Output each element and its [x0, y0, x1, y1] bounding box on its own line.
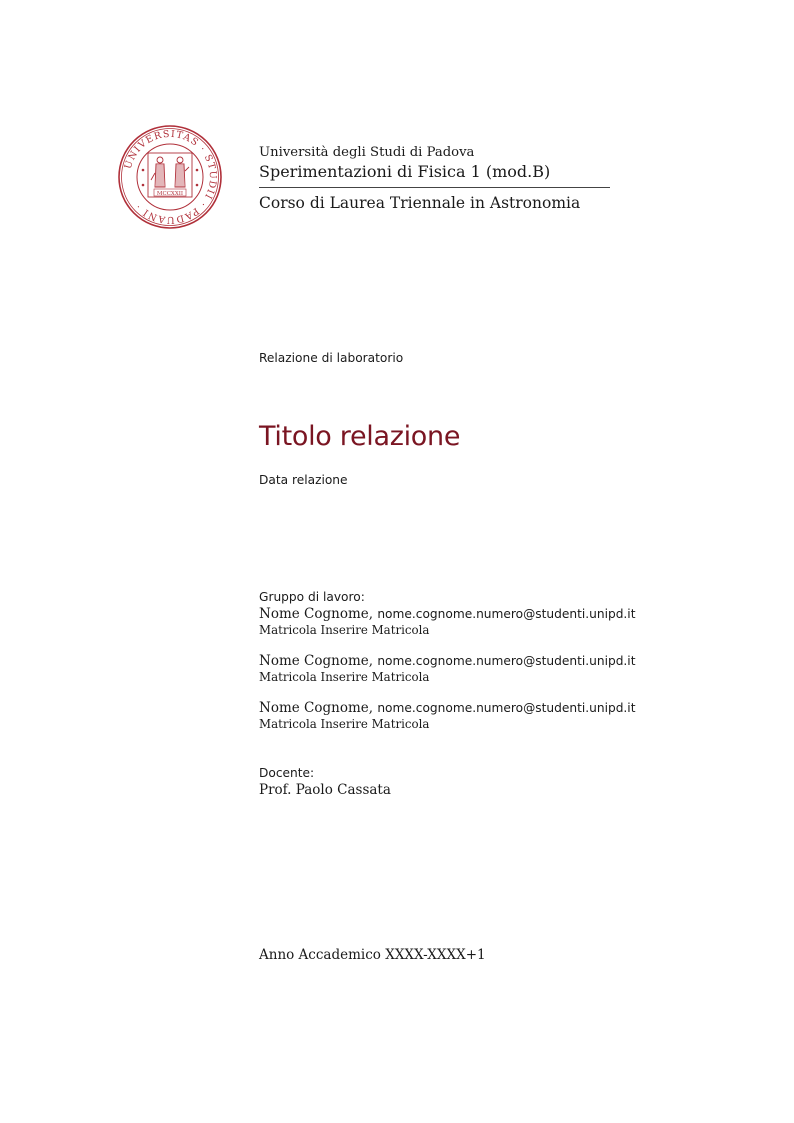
course-name: Sperimentazioni di Fisica 1 (mod.B): [259, 162, 551, 181]
member-matricola: Matricola Inserire Matricola: [259, 623, 430, 637]
member-email: nome.cognome.numero@studenti.unipd.it: [377, 654, 636, 668]
group-member: [259, 653, 635, 685]
report-title: Titolo relazione: [259, 421, 461, 452]
svg-text:UNIVERSITAS · STUDII · PADUANI: UNIVERSITAS · STUDII · PADUANI ·: [122, 128, 219, 226]
member-name: Nome Cognome,: [259, 653, 374, 669]
group-member: [259, 700, 635, 732]
degree-program: Corso di Laurea Triennale in Astronomia: [259, 194, 581, 212]
report-date: Data relazione: [259, 473, 348, 487]
report-type: Relazione di laboratorio: [259, 351, 404, 365]
svg-text:MCCXXII: MCCXXII: [156, 191, 184, 197]
group-member: [259, 606, 635, 638]
university-name: Università degli Studi di Padova: [259, 145, 475, 160]
member-email: nome.cognome.numero@studenti.unipd.it: [377, 607, 636, 621]
teacher-name: Prof. Paolo Cassata: [259, 782, 391, 798]
member-matricola: Matricola Inserire Matricola: [259, 717, 430, 731]
member-matricola: Matricola Inserire Matricola: [259, 670, 430, 684]
group-label: Gruppo di lavoro:: [259, 590, 365, 604]
member-name: Nome Cognome,: [259, 606, 374, 622]
member-name: Nome Cognome,: [259, 700, 374, 716]
header-divider: [259, 187, 610, 188]
academic-year: Anno Accademico XXXX-XXXX+1: [259, 947, 486, 963]
member-email: nome.cognome.numero@studenti.unipd.it: [377, 701, 636, 715]
university-seal-icon: [118, 125, 222, 229]
teacher-label: Docente:: [259, 766, 315, 780]
